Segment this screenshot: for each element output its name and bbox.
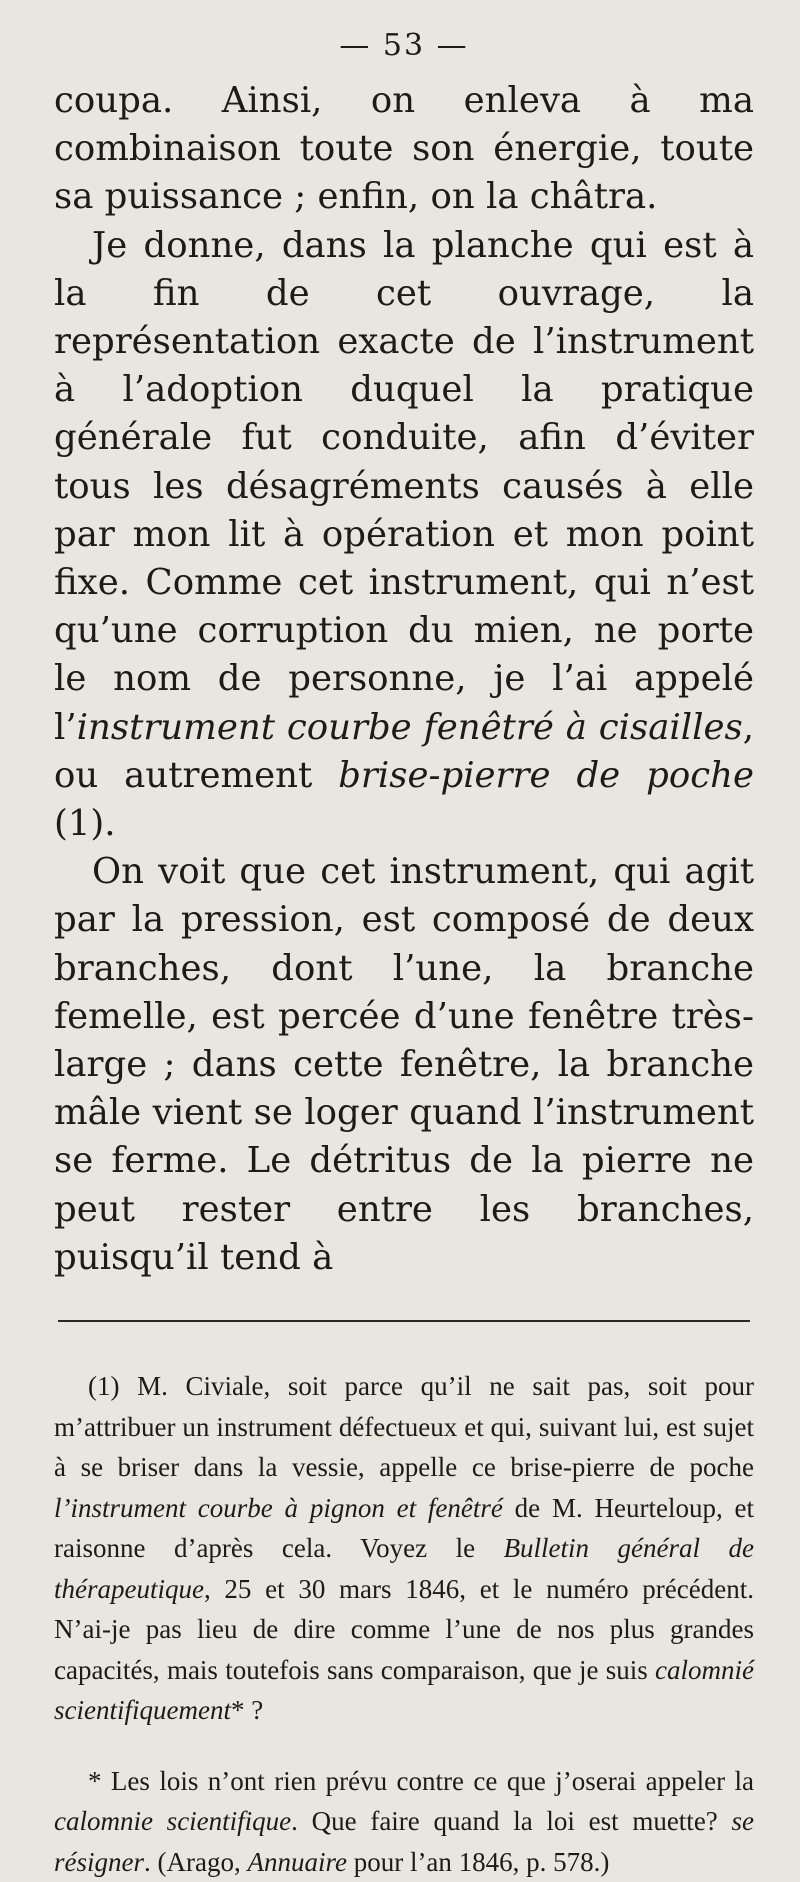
footnotes	[54, 1366, 754, 1882]
footnote-2-text-a: * Les lois n’ont rien prévu contre ce que j’oserai appeler la	[88, 1765, 754, 1796]
paragraph-2-text-b: , ou autrement	[54, 706, 754, 796]
paragraph-2-italic-instrument: instrument courbe fenêtré à cisailles	[76, 706, 743, 748]
footnote-2-italic-calomnie: calomnie scientifique	[54, 1806, 292, 1837]
page-number: — 53 —	[339, 28, 469, 63]
footnote-2-italic-annuaire: Annuaire	[247, 1846, 347, 1877]
footnote-1-text-c: , 25 et 30 mars 1846, et le numéro précédent. N’ai-je pas lieu de dire comme l’une de nos plus grandes capacités, mais toutefois sans comparaison, que je suis	[54, 1573, 754, 1685]
paragraph-2	[54, 222, 754, 849]
footnote-1-text-b: de M. Heurteloup, et raisonne d’après cela. Voyez le	[54, 1492, 755, 1564]
paragraph-2-text-a: Je donne, dans la planche qui est à la fin de cet ouvrage, la représentation exacte de l’instrument à l’adoption duquel la pratique générale fut conduite, afin d’éviter tous les désagréments causés à elle par mon lit à opération et mon point fixe. Comme cet instrument, qui n’est qu’une corruption du mien, ne porte le nom de personne, je l’ai appelé l’	[54, 224, 754, 748]
footnote-2-text-d: pour l’an 1846, p. 578.)	[346, 1846, 610, 1877]
footnote-2-text-b: . Que faire quand la loi est muette?	[291, 1806, 732, 1837]
footnote-1-italic-calomnie: calomnié scientifiquement	[54, 1654, 754, 1726]
paragraph-2-text-c: (1).	[54, 803, 116, 845]
footnote-1-text-d: * ?	[230, 1695, 264, 1726]
footnote-divider	[58, 1320, 750, 1322]
footnote-1-text-a: (1) M. Civiale, soit parce qu’il ne sait pas, soit pour m’attribuer un instrument défectueux et qui, suivant lui, est sujet à se briser dans la vessie, appelle ce brise-pierre de poche	[54, 1371, 754, 1483]
main-text	[54, 77, 754, 1282]
paragraph-3: On voit que cet instrument, qui agit par la pression, est composé de deux branches, dont l’une, la branche femelle, est percée d’une fenêtre très-large ; dans cette fenêtre, la branche mâle vient se loger quand l’instrument se ferme. Le détritus de la pierre ne peut rester entre les branches, puisqu’il tend à	[54, 851, 754, 1278]
footnote-1-italic-a: l’instrument courbe à pignon et fenêtré	[54, 1492, 503, 1523]
footnote-2-text-c: . (Arago,	[144, 1846, 248, 1877]
paragraph-1: coupa. Ainsi, on enleva à ma combinaison toute son énergie, toute sa puissance ; enfin, on la châtra.	[54, 80, 754, 218]
footnote-1	[54, 1366, 754, 1731]
paragraph-2-italic-brise-pierre: brise-pierre de poche	[338, 754, 754, 796]
footnote-2	[54, 1761, 754, 1882]
footnote-1-italic-bulletin: Bulletin général de thérapeutique	[54, 1533, 754, 1604]
footnote-2-italic-resigner: se résigner	[54, 1806, 754, 1877]
